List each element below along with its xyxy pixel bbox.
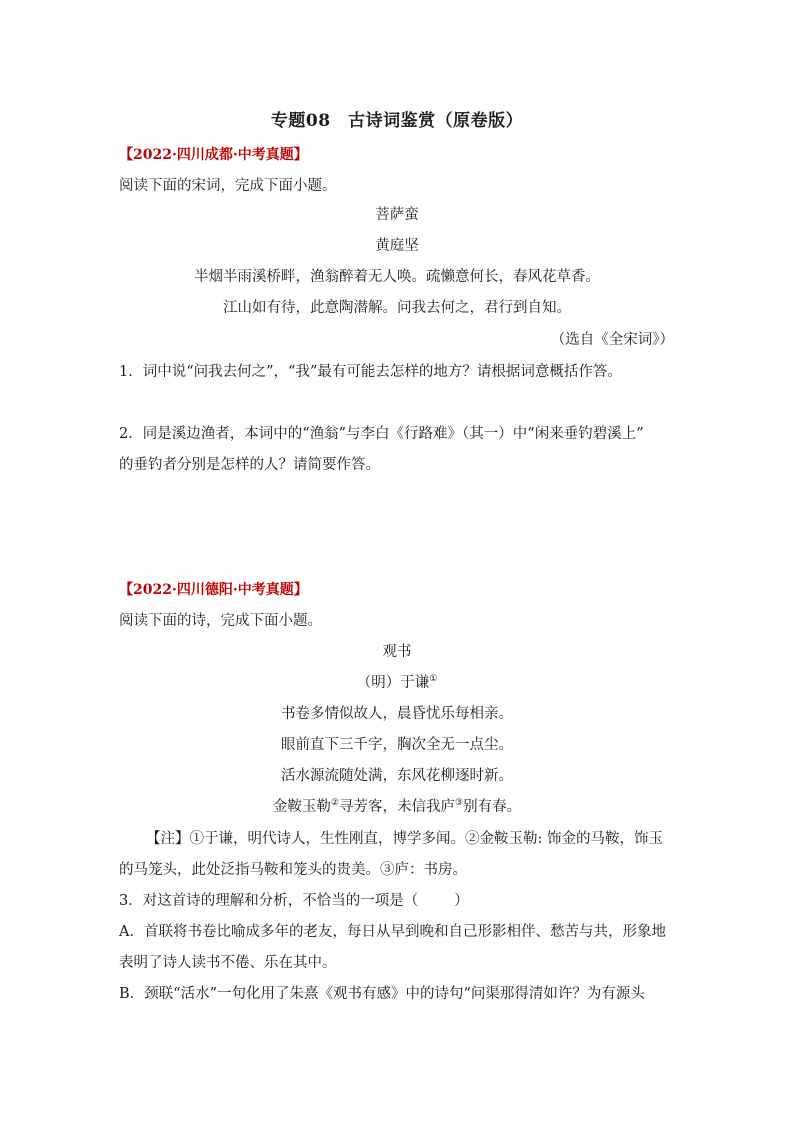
option-a-line-1: A．首联将书卷比喻成多年的老友，每日从早到晚和自己形影相伴、愁苦与共，形象地 (119, 924, 666, 940)
section1-instruction: 阅读下面的宋词，完成下面小题。 (119, 178, 337, 194)
note-line-2: 的马笼头，此处泛指马鞍和笼头的贵美。③庐：书房。 (119, 862, 467, 878)
section2-poem-author (0, 673, 794, 693)
section2-poem-line-3: 活水源流随处满，东风花柳逐时新。 (281, 768, 513, 784)
section1-source-tag: 【2022·四川成都·中考真题】 (119, 147, 308, 163)
question-1: 1．词中说“问我去何之”，“我”最有可能去怎样的地方？请根据词意概括作答。 (119, 364, 622, 380)
section1-poem-source: （选自《全宋词》） (550, 332, 674, 348)
section2-poem-line-2: 眼前直下三千字，胸次全无一点尘。 (281, 737, 513, 753)
question-3-text: 3．对这首诗的理解和分析，不恰当的一项是（ (119, 893, 419, 909)
question-3-close: ） (454, 893, 469, 909)
poem-line-4-part-a: 金鞍玉勒 (272, 799, 331, 815)
note-mark-1: ① (429, 674, 438, 685)
section1-poem-author: 黄庭坚 (375, 238, 419, 254)
question-2-line-2: 的垂钓者分别是怎样的人？请简要作答。 (119, 457, 380, 473)
section2-poem-line-4 (0, 797, 794, 817)
note-mark-3: ③ (455, 798, 464, 809)
section2-instruction: 阅读下面的诗，完成下面小题。 (119, 613, 322, 629)
note-mark-2: ② (330, 798, 339, 809)
poem-line-4-part-b: 寻芳客，未信我庐 (339, 799, 455, 815)
section2-poem-title: 观书 (382, 644, 412, 660)
note-line-1: 【注】①于谦，明代诗人，生性刚直，博学多闻。②金鞍玉勒: 饰金的马鞍，饰玉 (146, 831, 663, 847)
page-title: 专题08 古诗词鉴赏（原卷版） (270, 111, 524, 131)
option-b-line-1: B．颈联“活水”一句化用了朱熹《观书有感》中的诗句“问渠那得清如许？为有源头 (119, 986, 645, 1002)
poem-author-text: （明）于谦 (356, 675, 430, 691)
section2-poem-line-1: 书卷多情似故人，晨昏忧乐每相亲。 (281, 706, 513, 722)
question-2-line-1: 2．同是溪边渔者，本词中的“渔翁”与李白《行路难》（其一）中“闲来垂钓碧溪上” (119, 426, 644, 442)
section1-poem-line-2: 江山如有待，此意陶潜解。问我去何之，君行到自知。 (223, 300, 571, 316)
question-3 (119, 891, 469, 911)
section1-poem-line-1: 半烟半雨溪桥畔，渔翁醉着无人唤。疏懒意何长，春风花草香。 (194, 269, 600, 285)
option-a-line-2: 表明了诗人读书不倦、乐在其中。 (119, 955, 337, 971)
section2-source-tag: 【2022·四川德阳·中考真题】 (119, 582, 308, 598)
section1-poem-title: 菩萨蛮 (375, 207, 419, 223)
poem-line-4-part-c: 别有春。 (463, 799, 522, 815)
